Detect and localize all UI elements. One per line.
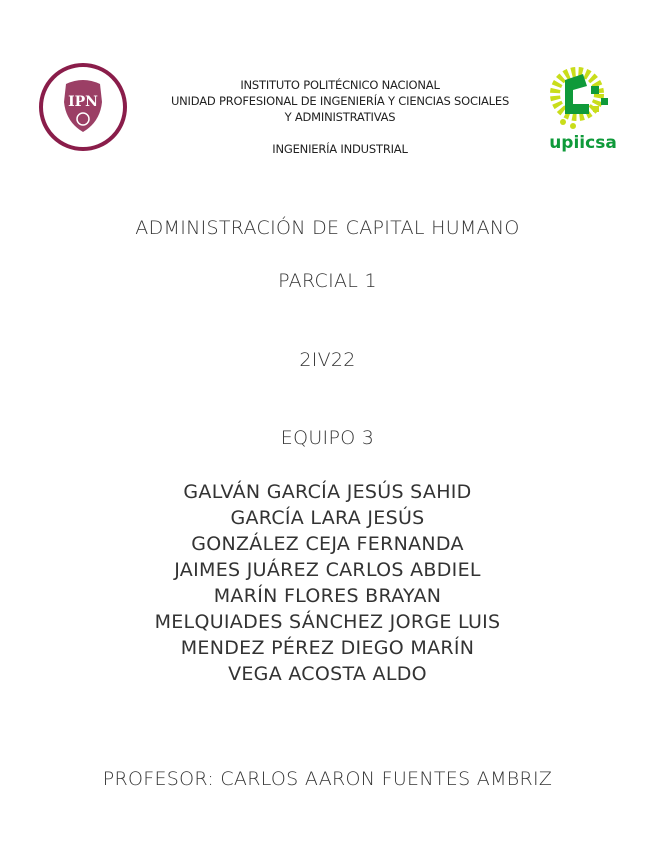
team-member: JAIMES JUÁREZ CARLOS ABDIEL	[174, 559, 481, 581]
team-member: GALVÁN GARCÍA JESÚS SAHID	[183, 481, 472, 503]
unit-name-line2: Y ADMINISTRATIVAS	[284, 110, 396, 124]
team-member: MELQUIADES SÁNCHEZ JORGE LUIS	[154, 611, 501, 633]
team-member: GARCÍA LARA JESÚS	[230, 507, 425, 529]
team-member: MARÍN FLORES BRAYAN	[213, 585, 442, 607]
unit-name-line1: UNIDAD PROFESIONAL DE INGENIERÍA Y CIENCIAS SOCIALES	[170, 94, 510, 108]
team-member: VEGA ACOSTA ALDO	[228, 663, 427, 685]
upiicsa-logo-text: upiicsa	[549, 133, 617, 153]
professor-name: PROFESOR: CARLOS AARON FUENTES AMBRIZ	[102, 768, 553, 790]
team-label: EQUIPO 3	[280, 427, 375, 449]
course-title: ADMINISTRACIÓN DE CAPITAL HUMANO	[135, 217, 520, 239]
ipn-logo-text: IPN	[68, 94, 98, 110]
program-name: INGENIERÍA INDUSTRIAL	[272, 142, 408, 156]
team-member: GONZÁLEZ CEJA FERNANDA	[191, 533, 464, 555]
upiicsa-logo	[543, 60, 623, 155]
ipn-logo	[38, 62, 128, 152]
team-member: MENDEZ PÉREZ DIEGO MARÍN	[180, 637, 475, 659]
institution-name: INSTITUTO POLITÉCNICO NACIONAL	[240, 78, 440, 92]
group-label: 2IV22	[299, 349, 356, 371]
partial-label: PARCIAL 1	[278, 270, 377, 292]
